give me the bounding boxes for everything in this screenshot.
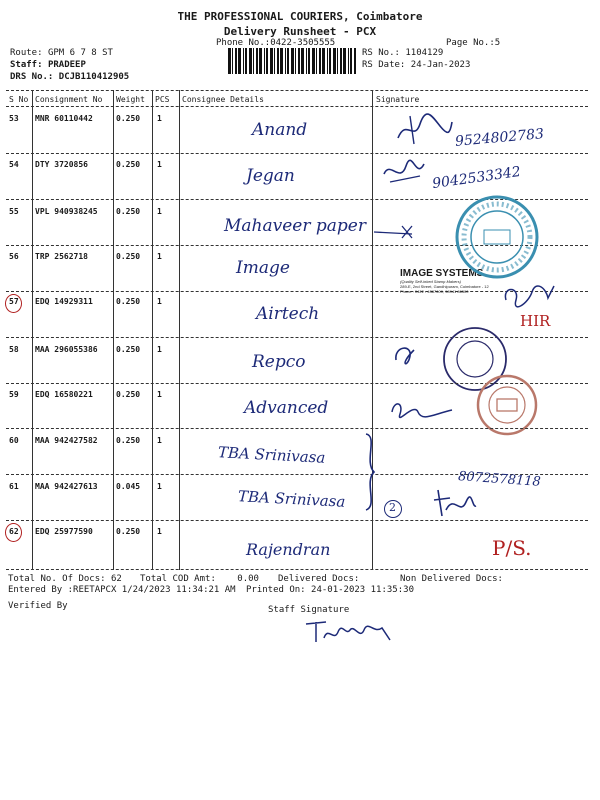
row-sno: 60 [9, 436, 19, 445]
row-weight: 0.250 [116, 297, 141, 306]
row-pcs: 1 [157, 160, 162, 169]
row-consignment: TRP 2562718 [35, 252, 88, 261]
col-divider [179, 90, 180, 570]
consignee-handwriting: Mahaveer paper [224, 216, 366, 236]
row-sno: 62 [9, 527, 19, 536]
row-consignment: MNR 60110442 [35, 114, 93, 123]
row-rule [6, 520, 588, 521]
table-bottom-rule [6, 569, 588, 570]
runsheet-subtitle: Delivery Runsheet - PCX [223, 25, 377, 38]
row-pcs: 1 [157, 482, 162, 491]
row-pcs: 1 [157, 436, 162, 445]
route-value: GPM 6 7 8 ST [47, 48, 113, 58]
row-pcs: 1 [157, 297, 162, 306]
phone-handwriting: 9042533342 [431, 163, 522, 193]
row-consignment: MAA 942427582 [35, 436, 98, 445]
row-pcs: 1 [157, 345, 162, 354]
row-sno: 57 [9, 297, 19, 306]
signature-mark [392, 340, 418, 368]
row-weight: 0.045 [116, 482, 141, 491]
row-sno: 53 [9, 114, 19, 123]
col-divider [32, 90, 33, 570]
total-docs-label: Total No. Of Docs: [8, 574, 106, 584]
col-signature: Signature [376, 95, 420, 104]
circled-note [384, 500, 402, 518]
staff-signature-mark [304, 616, 396, 646]
phone-number: 0422-3505555 [270, 38, 336, 48]
row-consignment: DTY 3720856 [35, 160, 88, 169]
header-top-rule [6, 90, 588, 91]
total-docs [8, 574, 122, 584]
col-divider [152, 90, 153, 570]
entered-value: REETAPCX 1/24/2023 11:34:21 AM [73, 585, 236, 595]
row-weight: 0.250 [116, 390, 141, 399]
row-pcs: 1 [157, 207, 162, 216]
consignee-handwriting: Anand [252, 120, 308, 140]
delivered-docs: Delivered Docs: [278, 574, 360, 584]
rs-date-line [362, 60, 470, 70]
row-consignment: MAA 296055386 [35, 345, 98, 354]
drs-line [10, 72, 129, 82]
staff-signature-label: Staff Signature [268, 605, 350, 615]
staff-label: Staff: [10, 60, 43, 70]
red-note: HIR [520, 312, 551, 330]
barcode [228, 48, 356, 74]
signature-mark [392, 112, 456, 148]
row-weight: 0.250 [116, 436, 141, 445]
staff-line [10, 60, 86, 70]
row-rule [6, 428, 588, 429]
row-weight: 0.250 [116, 207, 141, 216]
circled-note-text: 2 [389, 501, 396, 514]
courier-title: THE PROFESSIONAL COURIERS, Coimbatore [177, 10, 423, 23]
rs-date-value: 24-Jan-2023 [410, 60, 471, 70]
col-consignment: Consignment No [35, 95, 103, 104]
barcode-icon [228, 48, 356, 74]
row-consignment: EDQ 16580221 [35, 390, 93, 399]
consignee-handwriting: TBA Srinivasa [217, 443, 326, 467]
non-delivered-docs: Non Delivered Docs: [400, 574, 503, 584]
stamp-address: 289-E, 2nd Street, Gandhipuram, Coimbatore - 12 [400, 284, 489, 289]
row-sno: 61 [9, 482, 19, 491]
stamp-phone: Phone : 0422 - 4387600, 98941 86500 [400, 289, 469, 294]
phone-handwriting: 9524802783 [454, 126, 545, 150]
col-divider [113, 90, 114, 570]
route-line [10, 48, 113, 58]
consignee-handwriting: Advanced [244, 398, 329, 418]
signature-mark [432, 486, 478, 520]
row-pcs: 1 [157, 390, 162, 399]
total-cod [140, 574, 259, 584]
consignee-handwriting: Jegan [246, 166, 295, 186]
page-label: Page No.: [446, 38, 495, 48]
row-sno: 58 [9, 345, 19, 354]
row-consignment: MAA 942427613 [35, 482, 98, 491]
stamp-name: IMAGE SYSTEMS [400, 268, 484, 279]
entered-label: Entered By : [8, 585, 74, 595]
row-pcs: 1 [157, 527, 162, 536]
row-pcs: 1 [157, 114, 162, 123]
total-docs-value: 62 [110, 574, 122, 584]
row-consignment: EDQ 14929311 [35, 297, 93, 306]
col-weight: Weight [116, 95, 145, 104]
page-number [446, 38, 500, 48]
header-bottom-rule [6, 106, 588, 107]
cod-label: Total COD Amt: [140, 574, 216, 584]
phone-handwriting: 8072578118 [457, 469, 542, 490]
red-note: P/S. [492, 536, 532, 560]
col-consignee: Consignee Details [182, 95, 264, 104]
verified-by: Verified By [8, 601, 68, 611]
scribble-mark [372, 222, 416, 242]
consignee-handwriting: Repco [252, 352, 306, 372]
route-label: Route: [10, 48, 43, 58]
row-weight: 0.250 [116, 527, 141, 536]
signature-mark [388, 396, 458, 420]
row-weight: 0.250 [116, 345, 141, 354]
entered-by [8, 585, 236, 595]
phone-label: Phone No.: [216, 38, 271, 48]
row-sno: 55 [9, 207, 19, 216]
rs-date-label: RS Date: [362, 60, 406, 70]
row-rule [6, 153, 588, 154]
rs-no-value: 1104129 [405, 48, 444, 58]
drs-label: DRS No.: [10, 72, 54, 82]
phone-line [216, 38, 335, 48]
signature-mark [498, 280, 558, 310]
staff-value: PRADEEP [47, 60, 86, 70]
row-pcs: 1 [157, 252, 162, 261]
row-consignment: VPL 940938245 [35, 207, 98, 216]
brace-mark [360, 432, 382, 512]
consignee-handwriting: Image [236, 258, 290, 278]
signature-mark [380, 156, 430, 188]
row-weight: 0.250 [116, 114, 141, 123]
consignee-handwriting: Airtech [256, 304, 320, 324]
consignee-handwriting: Rajendran [246, 540, 331, 559]
row-sno: 59 [9, 390, 19, 399]
rs-no-line [362, 48, 443, 58]
stamp-tagline: (Quality Self-inked Stamp Makers) [400, 279, 461, 284]
row-weight: 0.250 [116, 252, 141, 261]
printed-label: Printed On: [246, 585, 306, 595]
row-sno: 56 [9, 252, 19, 261]
drs-value: DCJB110412905 [58, 72, 130, 82]
row-consignment: EDQ 25977590 [35, 527, 93, 536]
mahaveer-round-stamp [452, 192, 542, 282]
page-value: 5 [494, 38, 501, 48]
row-sno: 54 [9, 160, 19, 169]
cod-value: 0.00 [237, 574, 259, 584]
printed-on [246, 585, 414, 595]
col-sno: S No [9, 95, 29, 104]
row-weight: 0.250 [116, 160, 141, 169]
rs-no-label: RS No.: [362, 48, 400, 58]
printed-value: 24-01-2023 11:35:30 [311, 585, 414, 595]
consignee-handwriting: TBA Srinivasa [237, 487, 346, 511]
col-pcs: PCS [155, 95, 170, 104]
